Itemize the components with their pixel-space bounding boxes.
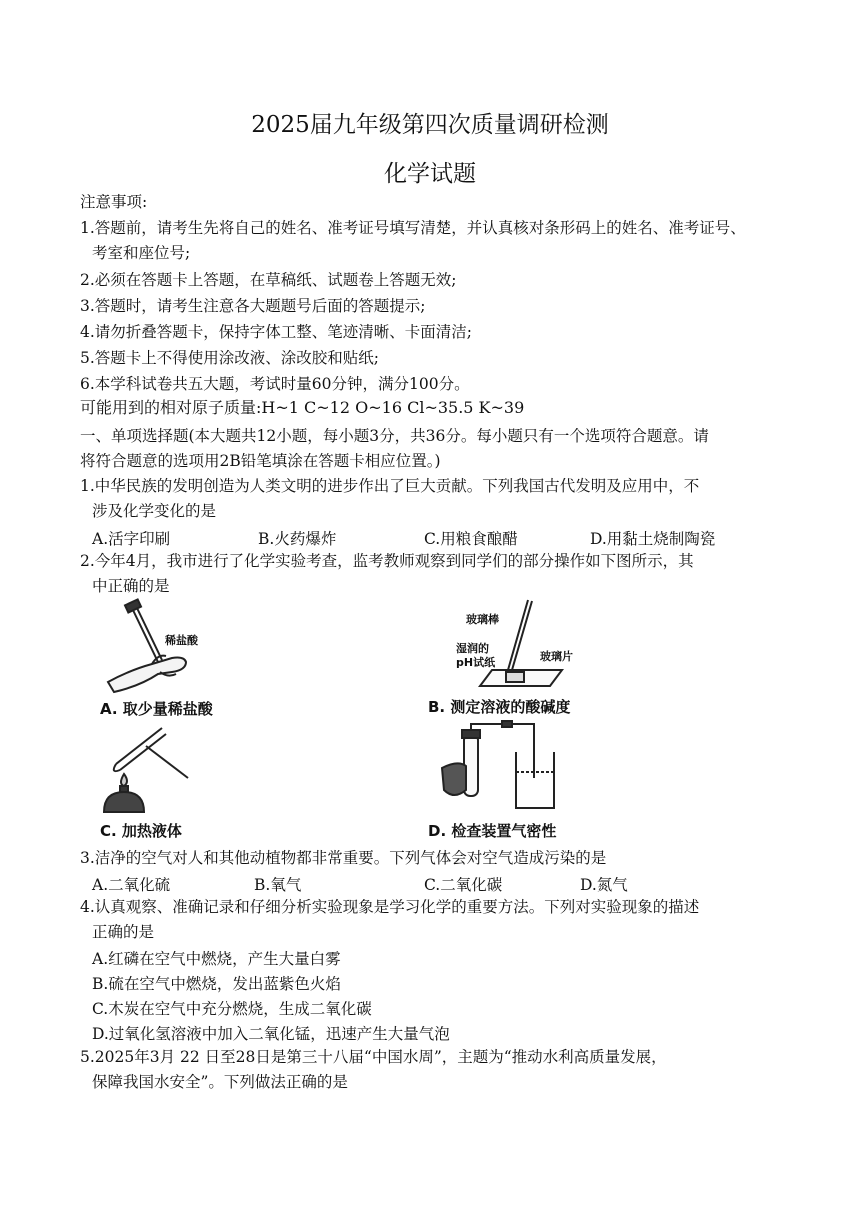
notice-item-6: 6.本学科试卷共五大题，考试时量60分钟，满分100分。	[80, 375, 470, 393]
question-4-option-d[interactable]: D.过氧化氢溶液中加入二氧化锰，迅速产生大量气泡	[92, 1025, 450, 1043]
question-1-option-d[interactable]: D.用黏土烧制陶瓷	[590, 530, 716, 548]
exam-title: 2025届九年级第四次质量调研检测	[251, 112, 609, 138]
figure-d-airtightness	[436, 720, 566, 814]
figure-b-label-paper-1: 湿润的	[456, 642, 489, 655]
question-5-stem: 5.2025年3月 22 日至28日是第三十八届“中国水周”，主题为“推动水利高质量发展，	[80, 1048, 667, 1066]
question-3-stem: 3.洁净的空气对人和其他动植物都非常重要。下列气体会对空气造成污染的是	[80, 849, 607, 867]
notice-item-3: 3.答题时，请考生注意各大题题号后面的答题提示;	[80, 297, 426, 315]
notice-item-4: 4.请勿折叠答题卡，保持字体工整、笔迹清晰、卡面清洁;	[80, 323, 473, 341]
section1-heading: 一、单项选择题(本大题共12小题，每小题3分，共36分。每小题只有一个选项符合题意。请	[80, 427, 709, 445]
question-2-stem: 2.今年4月，我市进行了化学实验考查，监考教师观察到同学们的部分操作如下图所示，其	[80, 552, 694, 570]
question-1-option-b[interactable]: B.火药爆炸	[258, 530, 337, 548]
question-3-option-c[interactable]: C.二氧化碳	[424, 876, 503, 894]
notice-item-1: 1.答题前，请考生先将自己的姓名、准考证号填写清楚，并认真核对条形码上的姓名、准考证号、	[80, 219, 746, 237]
question-1-stem: 1.中华民族的发明创造为人类文明的进步作出了巨大贡献。下列我国古代发明及应用中，不	[80, 477, 700, 495]
subject-title: 化学试题	[384, 161, 476, 187]
figure-b-label-plate: 玻璃片	[540, 650, 573, 663]
question-4-option-b[interactable]: B.硫在空气中燃烧，发出蓝紫色火焰	[92, 975, 341, 993]
figure-a-label-acid: 稀盐酸	[165, 634, 198, 647]
notice-item-2: 2.必须在答题卡上答题，在草稿纸、试题卷上答题无效;	[80, 271, 457, 289]
figure-b-caption: B. 测定溶液的酸碱度	[428, 698, 571, 716]
question-4-stem-cont: 正确的是	[92, 923, 155, 941]
question-4-option-a[interactable]: A.红磷在空气中燃烧，产生大量白雾	[92, 950, 341, 968]
notice-item-1-cont: 考室和座位号;	[92, 244, 191, 262]
question-1-option-a[interactable]: A.活字印刷	[92, 530, 171, 548]
notice-item-5: 5.答题卡上不得使用涂改液、涂改胶和贴纸;	[80, 349, 380, 367]
figure-a-caption: A. 取少量稀盐酸	[100, 700, 213, 718]
atomic-masses: 可能用到的相对原子质量:H~1 C~12 O~16 Cl~35.5 K~39	[80, 398, 525, 417]
figure-b-label-paper-2: pH试纸	[456, 656, 496, 669]
section1-heading-cont: 将符合题意的选项用2B铅笔填涂在答题卡相应位置。)	[80, 452, 441, 470]
question-3-option-a[interactable]: A.二氧化硫	[92, 876, 171, 894]
question-3-option-d[interactable]: D.氮气	[580, 876, 628, 894]
question-4-option-c[interactable]: C.木炭在空气中充分燃烧，生成二氧化碳	[92, 1000, 372, 1018]
figure-c-caption: C. 加热液体	[100, 822, 182, 840]
figure-d-caption: D. 检查装置气密性	[428, 822, 557, 840]
question-1-stem-cont: 涉及化学变化的是	[92, 502, 217, 520]
question-1-option-c[interactable]: C.用粮食酿醋	[424, 530, 518, 548]
question-3-option-b[interactable]: B.氧气	[254, 876, 302, 894]
question-4-stem: 4.认真观察、准确记录和仔细分析实验现象是学习化学的重要方法。下列对实验现象的描述	[80, 898, 700, 916]
question-5-stem-cont: 保障我国水安全”。下列做法正确的是	[92, 1073, 348, 1091]
figure-b-label-rod: 玻璃棒	[466, 613, 499, 626]
question-2-stem-cont: 中正确的是	[92, 577, 170, 595]
notice-heading: 注意事项:	[80, 193, 148, 211]
figure-c-heating	[96, 722, 206, 814]
